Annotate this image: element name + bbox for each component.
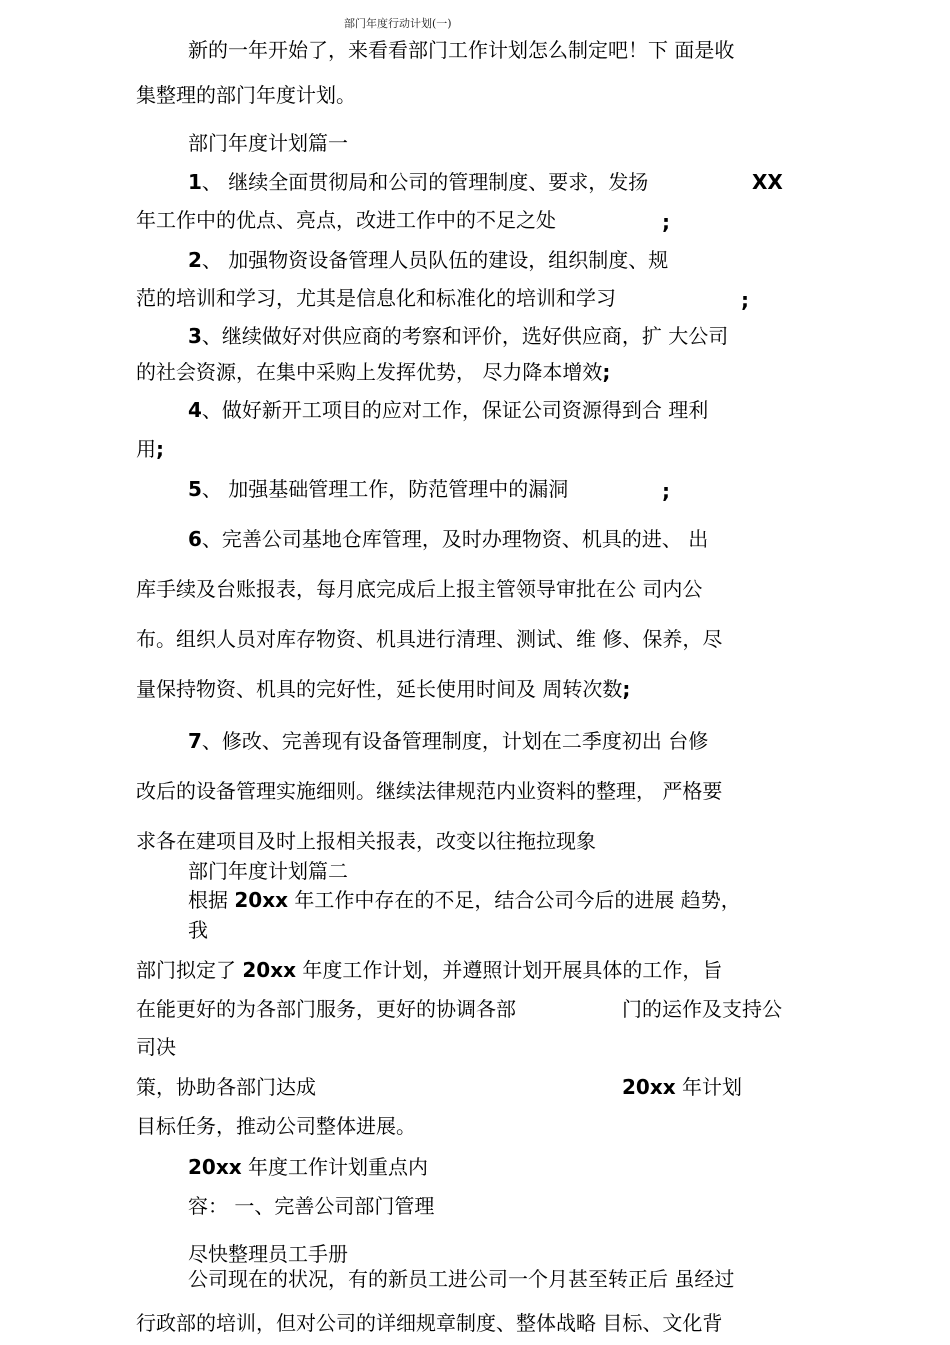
handbook-line: 尽快整理员工手册 <box>188 1242 348 1266</box>
item7-line-2: 改后的设备管理实施细则。继续法律规范内业资料的整理， 严格要 <box>136 779 723 803</box>
intro-line-1: 新的一年开始了，来看看部门工作计划怎么制定吧！下 面是收 <box>188 38 735 62</box>
item1-line-2: 年工作中的优点、亮点，改进工作中的不足之处 <box>136 208 556 232</box>
section2-para2-line-1 <box>136 957 722 983</box>
para2-pre: 部门拟定了 <box>136 958 236 982</box>
item5-text-a: 、 加强基础管理工作，防范管理中的漏洞 <box>201 477 569 501</box>
section2-para3-line-1: 公司现在的状况，有的新员工进公司一个月甚至转正后 虽经过 <box>188 1267 735 1291</box>
para4-post: 年计划 <box>682 1075 742 1099</box>
item6-line-3: 布。组织人员对库存物资、机具进行清理、测试、维 修、保养，尽 <box>136 627 723 651</box>
intro-line-2: 集整理的部门年度计划。 <box>136 83 356 107</box>
item3-semicolon: ; <box>602 360 611 384</box>
item3-text-b: 的社会资源，在集中采购上发挥优势， 尽力降本增效 <box>136 360 603 384</box>
item2-line-2: 范的培训和学习，尤其是信息化和标准化的培训和学习 <box>136 286 616 310</box>
para2-post: 年度工作计划，并遵照计划开展具体的工作，旨 <box>302 958 723 982</box>
para2-year: 20xx <box>242 958 296 982</box>
para1-pre: 根据 <box>188 888 228 912</box>
section2-para2-line-5: 目标任务，推动公司整体进展。 <box>136 1114 416 1138</box>
item4-text-b: 用 <box>136 437 156 461</box>
item5-number: 5 <box>188 477 202 501</box>
item5-semicolon: ; <box>662 479 670 503</box>
item7-line-3: 求各在建项目及时上报相关报表，改变以往拖拉现象 <box>136 829 596 853</box>
section2-para2-line-3: 司决 <box>136 1035 176 1059</box>
item4-semicolon: ; <box>156 437 164 461</box>
item6-semicolon: ; <box>622 677 631 701</box>
item4-number: 4 <box>188 398 202 422</box>
item6-line-1 <box>188 526 708 552</box>
section2-para3-line-2: 行政部的培训，但对公司的详细规章制度、整体战略 目标、文化背 <box>136 1311 723 1335</box>
section2-para2-line-2a: 在能更好的为各部门服务，更好的协调各部 <box>136 997 516 1021</box>
item2-line-1 <box>188 247 668 273</box>
item2-text-a: 、 加强物资设备管理人员队伍的建设，组织制度、规 <box>201 248 669 272</box>
item3-line-1 <box>188 323 728 349</box>
item2-number: 2 <box>188 248 202 272</box>
item3-number: 3 <box>188 324 202 348</box>
focus-year: 20xx <box>188 1155 242 1179</box>
item6-text-d: 量保持物资、机具的完好性，延长使用时间及 周转次数 <box>136 677 623 701</box>
section1-heading: 部门年度计划篇一 <box>188 131 348 155</box>
item1-number: 1 <box>188 170 202 194</box>
para1-year: 20xx <box>234 888 288 912</box>
item7-text-a: 、修改、完善现有设备管理制度，计划在二季度初出 台修 <box>201 729 709 753</box>
item1-xx: XX <box>752 170 783 194</box>
para4-year: 20xx <box>622 1075 676 1099</box>
para1-post: 年工作中存在的不足，结合公司今后的进展 趋势， <box>294 888 741 912</box>
focus-title-line-1 <box>188 1154 428 1180</box>
item4-text-a: 、做好新开工项目的应对工作，保证公司资源得到合 理利 <box>201 398 709 422</box>
item7-number: 7 <box>188 729 202 753</box>
focus-title-line-2: 容： 一、完善公司部门管理 <box>188 1194 435 1218</box>
item1-line-1 <box>188 169 648 195</box>
section2-para2-line-2b: 门的运作及支持公 <box>622 997 782 1021</box>
item6-line-2: 库手续及台账报表，每月底完成后上报主管领导审批在公 司内公 <box>136 577 703 601</box>
item3-text-a: 、继续做好对供应商的考察和评价，选好供应商，扩 大公司 <box>201 324 729 348</box>
item6-text-a: 、完善公司基地仓库管理，及时办理物资、机具的进、 出 <box>201 527 709 551</box>
item6-number: 6 <box>188 527 202 551</box>
section2-heading: 部门年度计划篇二 <box>188 859 348 883</box>
item3-line-2 <box>136 359 610 385</box>
running-header: 部门年度行动计划(一) <box>344 17 452 30</box>
section2-para1-line-2: 我 <box>188 918 208 942</box>
item1-semicolon: ; <box>662 210 670 234</box>
section2-para2-line-4b <box>622 1074 742 1100</box>
focus-title-post: 年度工作计划重点内 <box>248 1155 428 1179</box>
item4-line-2 <box>136 436 164 462</box>
item2-semicolon: ; <box>741 288 749 312</box>
section2-para2-line-4a: 策，协助各部门达成 <box>136 1075 316 1099</box>
section2-para1-line-1 <box>188 887 741 913</box>
item1-text-a: 、 继续全面贯彻局和公司的管理制度、要求，发扬 <box>201 170 649 194</box>
item7-line-1 <box>188 728 708 754</box>
item6-line-4 <box>136 676 630 702</box>
item4-line-1 <box>188 397 708 423</box>
item5-line-1 <box>188 476 568 502</box>
